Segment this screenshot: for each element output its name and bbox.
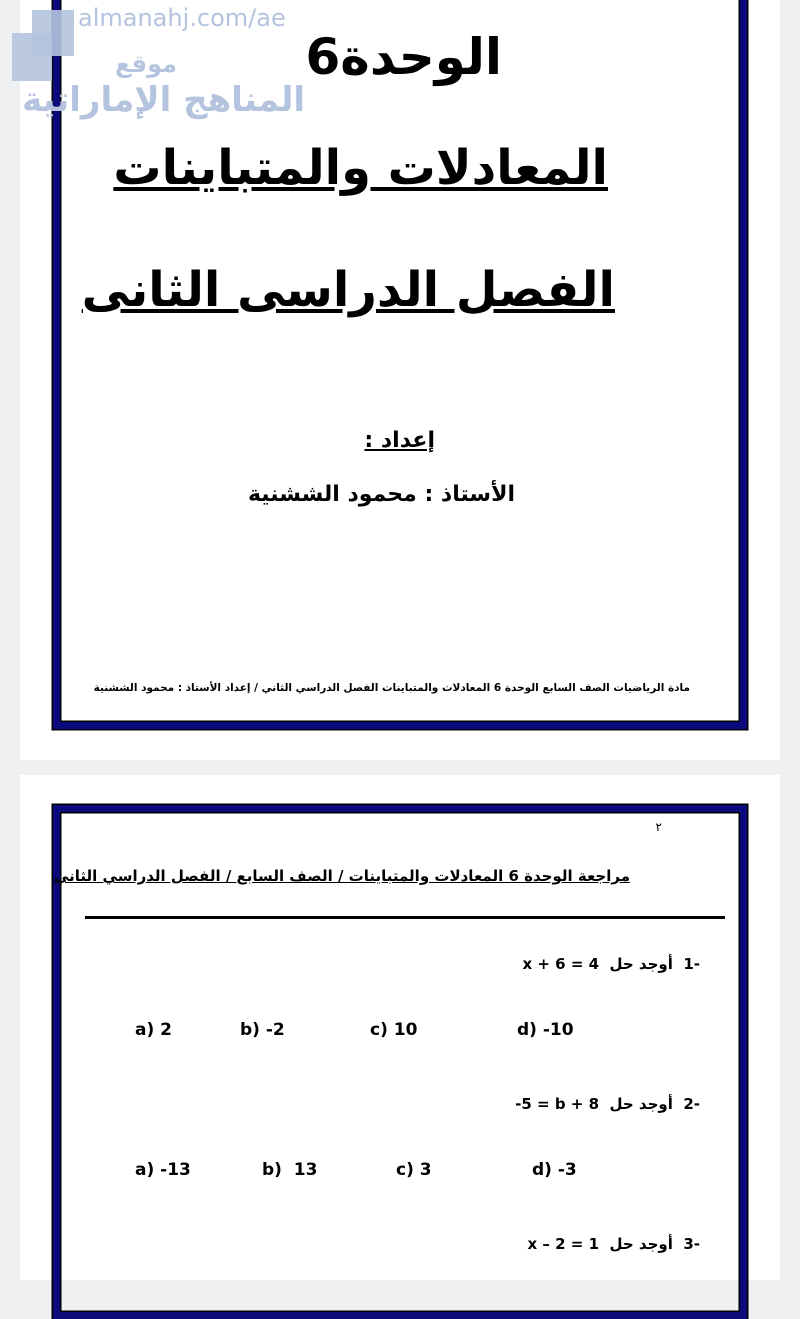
question-3: [528, 1235, 700, 1253]
option-c: c) 3: [396, 1160, 432, 1180]
unit-title: الوحدة6: [305, 28, 502, 86]
option-c: c) 10: [370, 1020, 418, 1040]
page-number: ٢: [655, 820, 662, 834]
question-prompt: أوجد حل: [609, 955, 673, 973]
question-prompt: أوجد حل: [609, 1095, 673, 1113]
semester-title: الفصل الدراسى الثانى: [81, 262, 615, 318]
cover-footer: مادة الرياضيات الصف السابع الوحدة 6 المعادلات والمتباينات الفصل الدراسي الثاني / إعداد الأستاذ : محمود الششنية: [93, 682, 690, 694]
question-number: -2: [683, 1095, 700, 1113]
watermark-line2: المناهج الإماراتية: [22, 80, 306, 120]
question-2: [515, 1095, 700, 1113]
question-1: [522, 955, 700, 973]
teacher-name: الأستاذ : محمود الششنية: [247, 482, 515, 507]
question-prompt: أوجد حل: [609, 1235, 673, 1253]
equation: -5 = b + 8: [515, 1095, 600, 1113]
watermark-url: almanahj.com/ae: [78, 4, 286, 32]
question-number: -3: [683, 1235, 700, 1253]
question-number: -1: [683, 955, 700, 973]
option-a: a) -13: [135, 1160, 191, 1180]
option-b: b) 13: [262, 1160, 318, 1180]
heading-divider: [85, 916, 725, 919]
option-b: b) -2: [240, 1020, 285, 1040]
watermark-logo: [32, 10, 74, 56]
document-page-2: [20, 775, 780, 1280]
option-d: d) -3: [532, 1160, 577, 1180]
option-a: a) 2: [135, 1020, 172, 1040]
equation: x – 2 = 1: [527, 1235, 600, 1253]
review-heading: مراجعة الوحدة 6 المعادلات والمتباينات / الصف السابع / الفصل الدراسي الثاني: [53, 867, 630, 885]
prepared-by-label: إعداد :: [364, 428, 435, 453]
equation: x + 6 = 4: [522, 955, 600, 973]
cover-title: المعادلات والمتباينات: [113, 140, 608, 196]
option-d: d) -10: [517, 1020, 574, 1040]
watermark-line1: موقع: [115, 50, 178, 78]
